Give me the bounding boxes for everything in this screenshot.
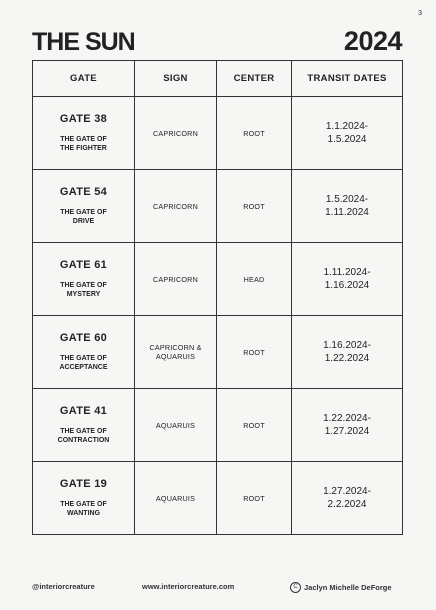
gate-cell bbox=[33, 389, 135, 462]
page-number: 3 bbox=[418, 10, 422, 17]
footer-website: www.interiorcreature.com bbox=[142, 582, 235, 591]
dates-cell: 1.16.2024- 1.22.2024 bbox=[292, 316, 403, 389]
sign-cell: AQUARUIS bbox=[135, 462, 217, 535]
table-row bbox=[33, 462, 403, 535]
gate-cell bbox=[33, 316, 135, 389]
table-row bbox=[33, 97, 403, 170]
dates-cell: 1.11.2024- 1.16.2024 bbox=[292, 243, 403, 316]
gate-number: GATE 41 bbox=[59, 405, 108, 417]
gate-number: GATE 60 bbox=[59, 332, 108, 344]
center-cell: ROOT bbox=[217, 97, 292, 170]
gate-name: THE GATE OF WANTING bbox=[60, 501, 107, 517]
table-row bbox=[33, 170, 403, 243]
gate-number: GATE 19 bbox=[59, 478, 108, 490]
table-row bbox=[33, 243, 403, 316]
header-sign: SIGN bbox=[135, 61, 217, 97]
dates-cell: 1.22.2024- 1.27.2024 bbox=[292, 389, 403, 462]
sign-cell: CAPRICORN & AQUARUIS bbox=[135, 316, 217, 389]
gate-cell bbox=[33, 97, 135, 170]
footer-author: Jaclyn Michelle DeForge bbox=[304, 583, 392, 592]
copyright-icon: C bbox=[290, 582, 301, 593]
page-title: THE SUN bbox=[32, 28, 135, 56]
header-transit-dates: TRANSIT DATES bbox=[292, 61, 403, 97]
transit-table bbox=[32, 60, 403, 535]
year-heading: 2024 bbox=[343, 26, 402, 56]
center-cell: ROOT bbox=[217, 316, 292, 389]
dates-cell: 1.1.2024- 1.5.2024 bbox=[292, 97, 403, 170]
header-gate: GATE bbox=[33, 61, 135, 97]
table-header-row bbox=[33, 61, 403, 97]
sign-cell: CAPRICORN bbox=[135, 97, 217, 170]
header-center: CENTER bbox=[217, 61, 292, 97]
center-cell: ROOT bbox=[217, 170, 292, 243]
center-cell: HEAD bbox=[217, 243, 292, 316]
sign-cell: CAPRICORN bbox=[135, 243, 217, 316]
gate-name: THE GATE OF CONTRACTION bbox=[57, 428, 110, 444]
footer-copyright bbox=[290, 582, 392, 593]
gate-name: THE GATE OF DRIVE bbox=[60, 209, 107, 225]
gate-number: GATE 61 bbox=[59, 259, 108, 271]
footer-handle: @interiorcreature bbox=[32, 582, 95, 591]
gate-number: GATE 38 bbox=[59, 113, 108, 125]
gate-cell bbox=[33, 243, 135, 316]
gate-name: THE GATE OF ACCEPTANCE bbox=[59, 355, 108, 371]
center-cell: ROOT bbox=[217, 389, 292, 462]
table-row bbox=[33, 316, 403, 389]
sign-cell: AQUARUIS bbox=[135, 389, 217, 462]
dates-cell: 1.27.2024- 2.2.2024 bbox=[292, 462, 403, 535]
gate-cell bbox=[33, 170, 135, 243]
gate-number: GATE 54 bbox=[59, 186, 108, 198]
gate-cell bbox=[33, 462, 135, 535]
sign-cell: CAPRICORN bbox=[135, 170, 217, 243]
table-row bbox=[33, 389, 403, 462]
center-cell: ROOT bbox=[217, 462, 292, 535]
gate-name: THE GATE OF THE FIGHTER bbox=[60, 136, 107, 152]
dates-cell: 1.5.2024- 1.11.2024 bbox=[292, 170, 403, 243]
gate-name: THE GATE OF MYSTERY bbox=[60, 282, 107, 298]
